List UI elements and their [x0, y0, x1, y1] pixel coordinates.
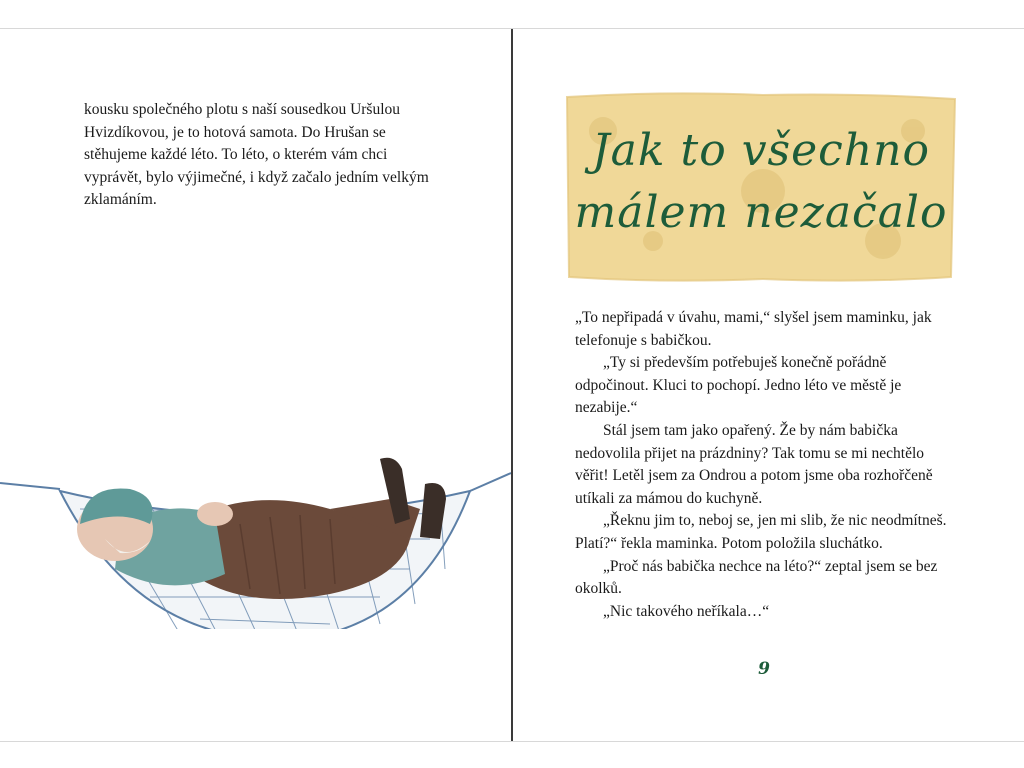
right-page: [513, 29, 1024, 741]
page-number: 9: [758, 659, 770, 679]
left-paragraph: kousku společného plotu s naší sousedkou Uršulou Hvizdíkovou, je to hotová samota. Do Hrušan se stěhujeme každé léto. To léto, o kterém vám chci vyprávět, bylo výjimečné, i když začalo jedním velkým zklamáním.: [84, 101, 429, 209]
chapter-title-card: [563, 91, 959, 283]
left-page-text: [84, 99, 444, 212]
right-paragraph-3: Stál jsem tam jako opařený. Že by nám babička nedovolila přijet na prázdniny? Tak tomu se mi nechtělo věřit! Letěl jsem za Ondrou a potom jsme oba rozhořčeně utíkali za mámou do kuchyně.: [575, 421, 933, 507]
right-paragraph-1: „To nepřipadá v úvahu, mami,“ slyšel jsem maminku, jak telefonuje s babičkou.: [575, 309, 932, 349]
chapter-title-line-2: málem nezačalo: [574, 187, 948, 238]
chapter-title-line-1: Jak to všechno: [592, 125, 930, 176]
man-hands: [197, 502, 233, 526]
right-paragraph-4: „Řeknu jim to, neboj se, jen mi slib, že nic neodmítneš. Platí?“ řekla maminka. Potom položila sluchátko.: [575, 512, 947, 552]
hammock-illustration: [0, 429, 511, 629]
right-paragraph-2: „Ty si především potřebuješ konečně pořádně odpočinout. Kluci to pochopí. Jedno léto ve městě je nezabije.“: [575, 354, 902, 417]
hammock-rope-left: [0, 483, 60, 489]
left-page: [0, 29, 511, 741]
right-paragraph-6: „Nic takového neříkala…“: [603, 602, 770, 620]
right-paragraph-5: „Proč nás babička nechce na léto?“ zeptal jsem se bez okolků.: [575, 557, 938, 598]
book-spread: [0, 28, 1024, 742]
right-page-text: [575, 307, 955, 623]
hammock-rope-right: [470, 473, 511, 491]
